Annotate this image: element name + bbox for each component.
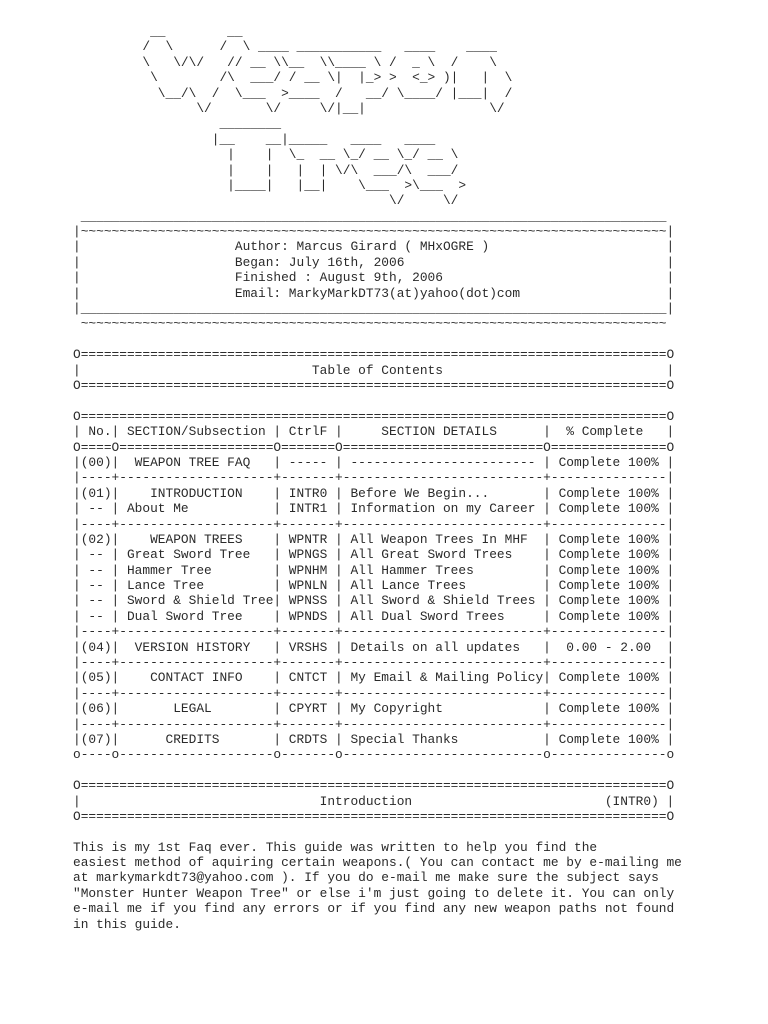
toc-table-line: |(07)| CREDITS | CRDTS | Special Thanks | Complete 100% | [73, 731, 675, 747]
intro-paragraph-line: This is my 1st Faq ever. This guide was written to help you find the [73, 839, 598, 855]
intro-paragraph-line: at markymarkdt73@yahoo.com ). If you do e-mail me make sure the subject says [73, 870, 659, 886]
toc-table-line: | -- | About Me | INTR1 | Information on my Career | Complete 100% | [73, 501, 675, 517]
toc-table-line: | -- | Dual Sword Tree | WPNDS | All Dual Sword Trees | Complete 100% | [73, 608, 675, 624]
author-box-line: |____________________________________________________________________________| [73, 301, 675, 317]
author-box-line: | Finished : August 9th, 2006 | [73, 270, 675, 286]
toc-header-line: | Table of Contents | [73, 362, 675, 378]
toc-table-line: |----+--------------------+-------+--------------------------+---------------| [73, 624, 675, 640]
toc-table-line: |(05)| CONTACT INFO | CNTCT | My Email & Mailing Policy| Complete 100% | [73, 670, 675, 686]
intro-header-line: | Introduction (INTR0) | [73, 793, 675, 809]
author-box-line: | Author: Marcus Girard ( MHxOGRE ) | [73, 239, 675, 255]
toc-table-line: |(00)| WEAPON TREE FAQ | ----- | ------------------------ | Complete 100% | [73, 454, 675, 470]
ascii-title-line: \__/\ / \___ >____ / __/ \____/ |___| / [73, 85, 513, 101]
author-box-line: | Email: MarkyMarkDT73(at)yahoo(dot)com | [73, 285, 675, 301]
toc-table-line: |(04)| VERSION HISTORY | VRSHS | Details on all updates | 0.00 - 2.00 | [73, 639, 675, 655]
toc-table-line: |(01)| INTRODUCTION | INTR0 | Before We Begin... | Complete 100% | [73, 485, 675, 501]
intro-header-line: O============================================================================O [73, 808, 675, 824]
toc-table-line: O============================================================================O [73, 408, 675, 424]
ascii-title-line: __ __ [73, 24, 243, 39]
intro-paragraph-line: e-mail me if you find any errors or if you find any new weapon paths not found [73, 901, 675, 917]
ascii-title-line: / \ / \ ____ ___________ ____ ____ [73, 39, 497, 55]
toc-table-line: O====O====================O=======O==========================O===============O [73, 439, 675, 455]
text-line [73, 763, 682, 778]
ascii-title-line: |____| |__| \___ >\___ > [73, 177, 467, 193]
ascii-title-line: | | | | \/\ ___/\ ___/ [73, 162, 459, 178]
toc-table-line: o----o--------------------o-------o--------------------------o---------------o [73, 747, 675, 763]
faq-document [73, 24, 682, 932]
toc-table-line: | -- | Hammer Tree | WPNHM | All Hammer Trees | Complete 100% | [73, 562, 675, 578]
toc-table-line: |(02)| WEAPON TREES | WPNTR | All Weapon Trees In MHF | Complete 100% | [73, 531, 675, 547]
toc-header-line: O============================================================================O [73, 347, 675, 363]
toc-table-line: |----+--------------------+-------+--------------------------+---------------| [73, 685, 675, 701]
toc-table-line: | -- | Lance Tree | WPNLN | All Lance Trees | Complete 100% | [73, 578, 675, 594]
toc-table-line: |----+--------------------+-------+--------------------------+---------------| [73, 716, 675, 732]
ascii-title-line: |__ __|_____ ____ ____ [73, 131, 436, 147]
author-box-line: |~~~~~~~~~~~~~~~~~~~~~~~~~~~~~~~~~~~~~~~~~~~~~~~~~~~~~~~~~~~~~~~~~~~~~~~~~~~~| [73, 224, 675, 240]
ascii-title-line: \/ \/ [73, 193, 459, 209]
intro-paragraph-line: "Monster Hunter Weapon Tree" or else i'm just going to delete it. You can only [73, 885, 675, 901]
text-line [73, 332, 682, 347]
author-box-line: | Began: July 16th, 2006 | [73, 254, 675, 270]
toc-table-line: |----+--------------------+-------+--------------------------+---------------| [73, 516, 675, 532]
toc-table-line: |----+--------------------+-------+--------------------------+---------------| [73, 655, 675, 671]
toc-table-line: | No.| SECTION/Subsection | CtrlF | SECTION DETAILS | % Complete | [73, 424, 675, 440]
ascii-title-line: \ \/\/ // __ \\__ \\____ \ / _ \ / \ [73, 54, 497, 70]
intro-header-line: O============================================================================O [73, 778, 675, 794]
text-line [73, 824, 682, 839]
ascii-title-line: \/ \/ \/|__| \/ [73, 100, 505, 116]
intro-paragraph-line: easiest method of aquiring certain weapons.( You can contact me by e-mailing me [73, 855, 682, 871]
author-box-line: ~~~~~~~~~~~~~~~~~~~~~~~~~~~~~~~~~~~~~~~~~~~~~~~~~~~~~~~~~~~~~~~~~~~~~~~~~~~~ [73, 316, 667, 332]
toc-table-line: |----+--------------------+-------+--------------------------+---------------| [73, 470, 675, 486]
toc-table-line: | -- | Sword & Shield Tree| WPNSS | All Sword & Shield Trees | Complete 100% | [73, 593, 675, 609]
intro-paragraph-line: in this guide. [73, 916, 181, 932]
text-line [73, 393, 682, 408]
toc-table-line: |(06)| LEGAL | CPYRT | My Copyright | Complete 100% | [73, 701, 675, 717]
toc-header-line: O============================================================================O [73, 377, 675, 393]
ascii-title-line: \ /\ ___/ / __ \| |_> > <_> )| | \ [73, 70, 513, 86]
toc-table-line: | -- | Great Sword Tree | WPNGS | All Great Sword Trees | Complete 100% | [73, 547, 675, 563]
ascii-title-line: | | \_ __ \_/ __ \_/ __ \ [73, 147, 459, 163]
author-box-line: ____________________________________________________________________________ [73, 208, 667, 224]
ascii-title-line: ________ [73, 116, 282, 132]
